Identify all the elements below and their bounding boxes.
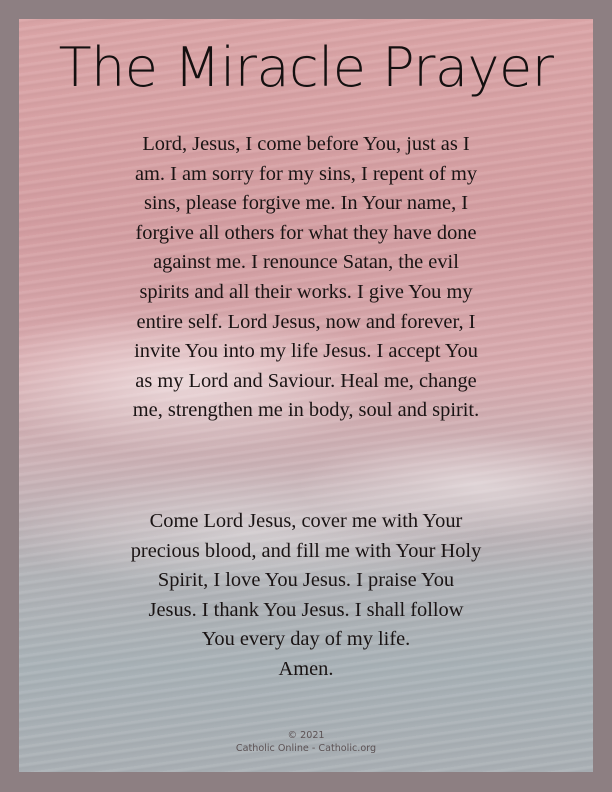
prayer-line: sins, please forgive me. In Your name, I (143, 192, 469, 215)
prayer-paragraph-2 (19, 507, 593, 685)
prayer-line: am. I am sorry for my sins, I repent of my (134, 162, 478, 185)
prayer-line: forgive all others for what they have done (135, 221, 477, 244)
prayer-line: precious blood, and fill me with Your Holy (130, 539, 482, 562)
copyright-text: © 2021 (287, 730, 325, 741)
prayer-card (19, 19, 593, 772)
prayer-line: invite You into my life Jesus. I accept You (134, 340, 478, 363)
footer (19, 729, 593, 755)
prayer-line: Come Lord Jesus, cover me with Your (149, 510, 463, 532)
prayer-line: as my Lord and Saviour. Heal me, change (135, 369, 477, 392)
amen-line: Amen. (278, 657, 334, 680)
prayer-title: The Miracle Prayer (58, 36, 554, 99)
prayer-line: entire self. Lord Jesus, now and forever, I (136, 310, 476, 333)
prayer-line: Lord, Jesus, I come before You, just as I (142, 133, 470, 155)
prayer-line: Spirit, I love You Jesus. I praise You (157, 569, 455, 592)
prayer-line: You every day of my life. (201, 628, 411, 651)
prayer-paragraph-1 (19, 130, 593, 426)
prayer-line: spirits and all their works. I give You my (139, 280, 473, 303)
prayer-line: me, strengthen me in body, soul and spirit. (132, 399, 480, 422)
publisher-text: Catholic Online - Catholic.org (235, 743, 377, 754)
prayer-line: Jesus. I thank You Jesus. I shall follow (148, 598, 464, 621)
prayer-line: against me. I renounce Satan, the evil (153, 251, 459, 274)
